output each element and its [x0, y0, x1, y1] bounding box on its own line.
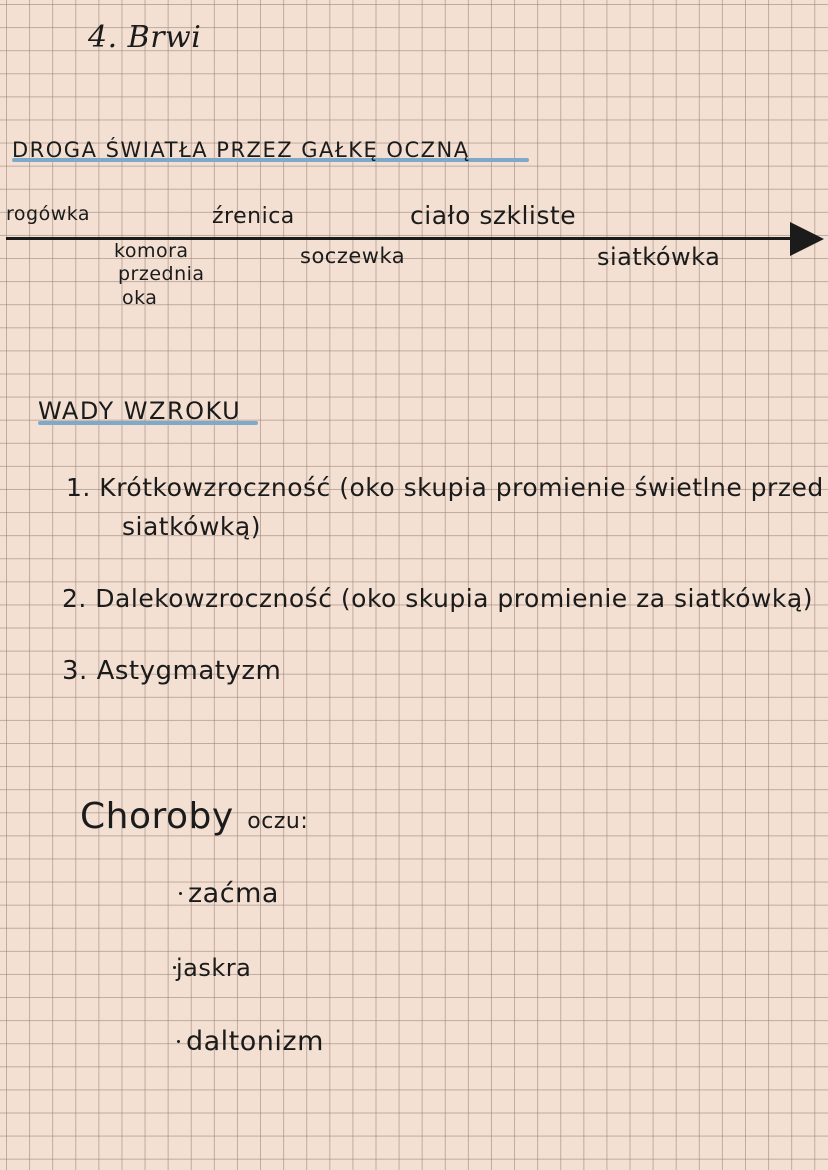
label-zrenica: źrenica: [212, 204, 295, 229]
list-item-defect-1-cont: siatkówką): [122, 512, 261, 541]
heading-oczu: oczu:: [247, 809, 309, 834]
list-item-defect-3: 3. Astygmatyzm: [62, 656, 282, 686]
heading-choroby: Choroby: [80, 796, 234, 837]
label-rogowka: rogówka: [6, 203, 91, 225]
list-item-disease: daltonizm: [186, 1026, 324, 1057]
section-heading-light-path: DROGA ŚWIATŁA PRZEZ GAŁKĘ OCZNĄ: [12, 138, 470, 162]
label-soczewka: soczewka: [300, 244, 406, 268]
label-oka: oka: [122, 287, 158, 309]
list-item-disease: zaćma: [188, 878, 279, 909]
bullet-icon: [177, 1040, 180, 1043]
section-heading-vision-defects: WADY WZROKU: [38, 397, 242, 425]
list-item-defect-1: 1. Krótkowzroczność (oko skupia promienie świetlne przed: [66, 473, 824, 502]
list-item-defect-2: 2. Dalekowzroczność (oko skupia promienie za siatkówką): [62, 584, 813, 613]
list-item-brwi: 4. Brwi: [88, 20, 202, 55]
section-heading-eye-diseases: [80, 796, 308, 837]
bullet-icon: [179, 892, 182, 895]
list-item-disease: jaskra: [176, 954, 252, 982]
label-przednia: przednia: [118, 263, 205, 285]
label-cialo-szkliste: ciało szkliste: [410, 201, 577, 230]
label-komora: komora: [114, 240, 189, 262]
arrow-right-icon: [790, 222, 824, 256]
label-siatkowka: siatkówka: [597, 243, 721, 271]
